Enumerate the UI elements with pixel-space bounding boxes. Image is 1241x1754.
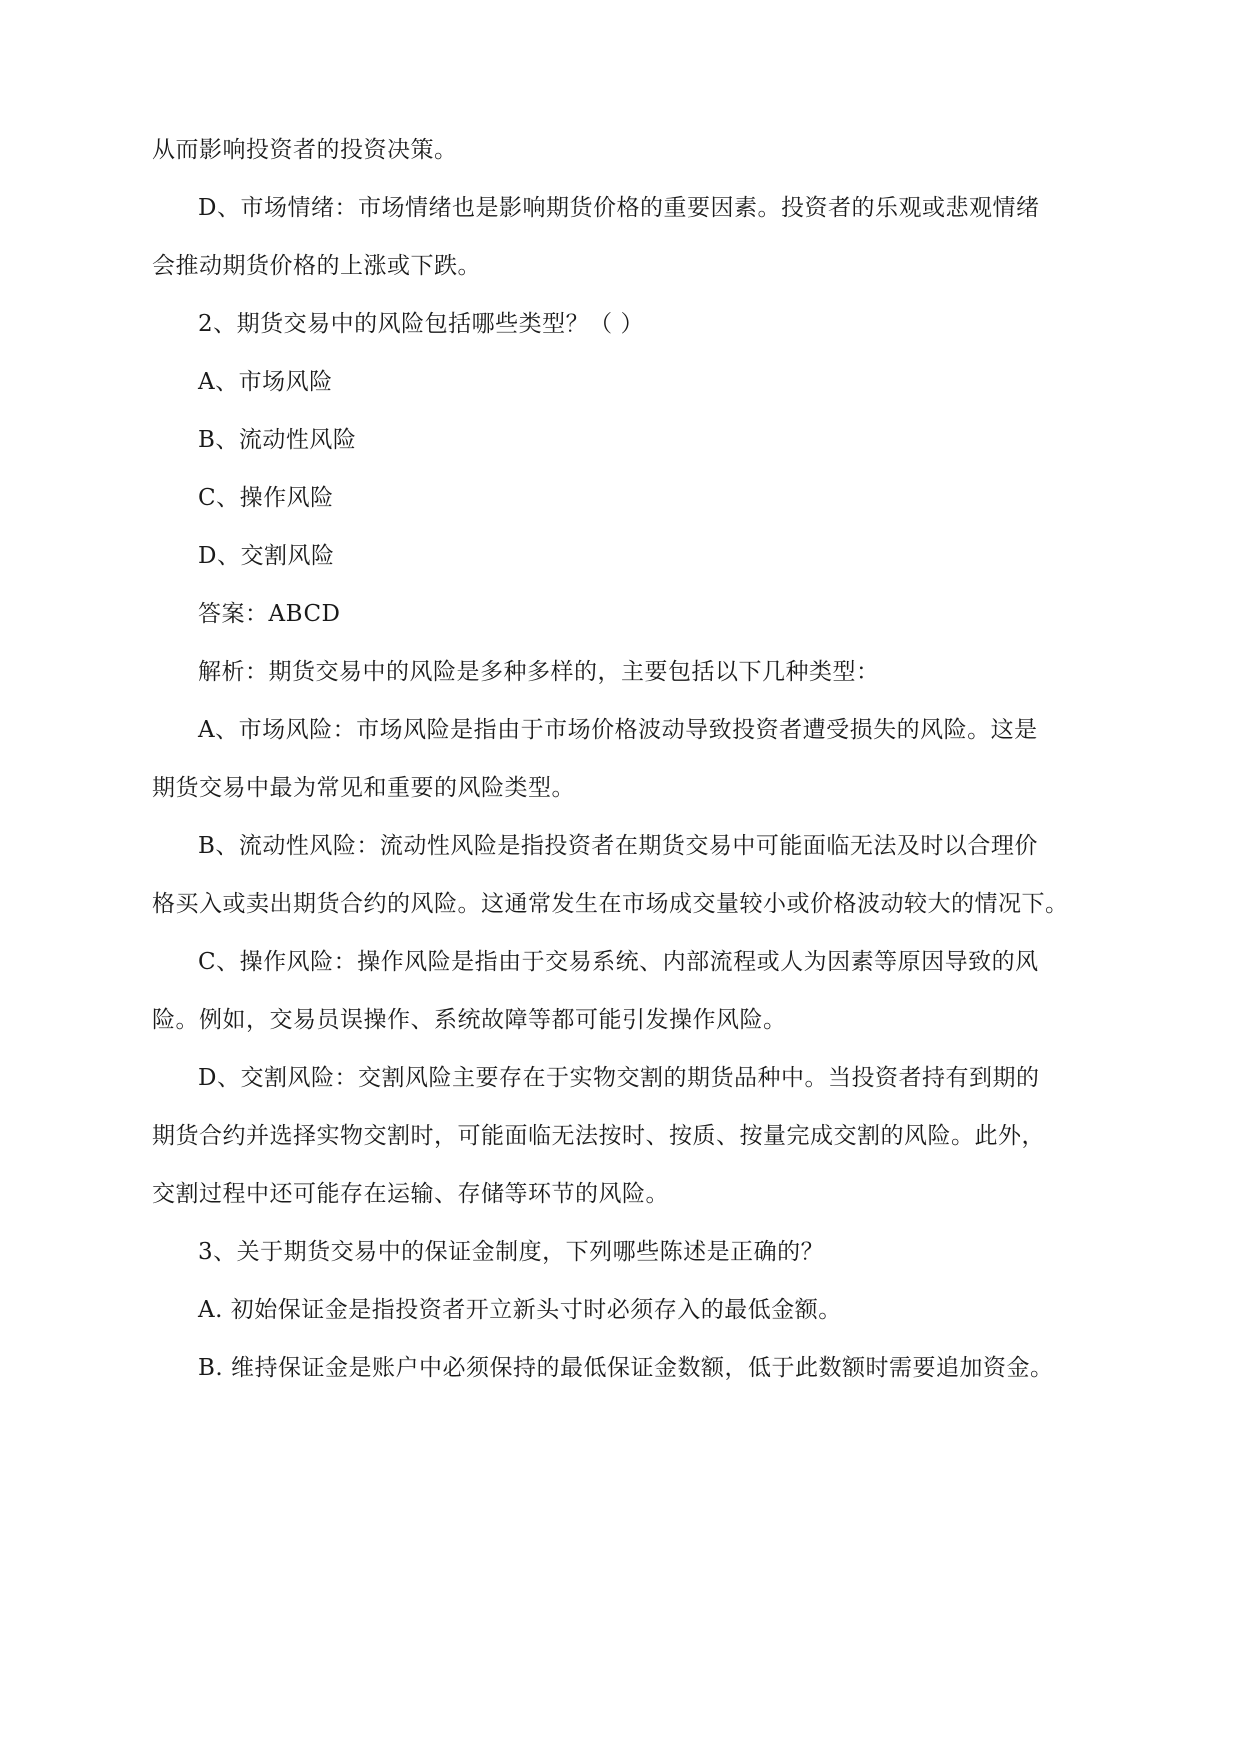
text-line: D、市场情绪：市场情绪也是影响期货价格的重要因素。投资者的乐观或悲观情绪	[198, 195, 1040, 221]
option-a: A. 初始保证金是指投资者开立新头寸时必须存入的最低金额。	[198, 1297, 842, 1323]
text-line: 会推动期货价格的上涨或下跌。	[152, 253, 481, 279]
text-line: A、市场风险：市场风险是指由于市场价格波动导致投资者遭受损失的风险。这是	[198, 717, 1038, 743]
option-b: B、流动性风险	[198, 427, 357, 453]
answer: 答案：ABCD	[198, 601, 341, 627]
question-2-title: 2、期货交易中的风险包括哪些类型？（ ）	[198, 311, 644, 337]
text-line: D、交割风险：交割风险主要存在于实物交割的期货品种中。当投资者持有到期的	[198, 1065, 1040, 1091]
option-b: B. 维持保证金是账户中必须保持的最低保证金数额，低于此数额时需要追加资金。	[198, 1355, 1054, 1381]
text-line: 从而影响投资者的投资决策。	[152, 137, 458, 163]
analysis-heading: 解析：期货交易中的风险是多种多样的，主要包括以下几种类型：	[198, 659, 880, 685]
text-line: C、操作风险：操作风险是指由于交易系统、内部流程或人为因素等原因导致的风	[198, 949, 1039, 975]
text-line: 险。例如，交易员误操作、系统故障等都可能引发操作风险。	[152, 1007, 787, 1033]
question-3-title: 3、关于期货交易中的保证金制度，下列哪些陈述是正确的？	[198, 1239, 825, 1265]
option-a: A、市场风险	[198, 369, 333, 395]
text-line: 期货合约并选择实物交割时，可能面临无法按时、按质、按量完成交割的风险。此外，	[152, 1123, 1045, 1149]
text-line: 格买入或卖出期货合约的风险。这通常发生在市场成交量较小或价格波动较大的情况下。	[152, 891, 1069, 917]
option-c: C、操作风险	[198, 485, 334, 511]
option-d: D、交割风险	[198, 543, 335, 569]
text-line: 期货交易中最为常见和重要的风险类型。	[152, 775, 575, 801]
text-line: B、流动性风险：流动性风险是指投资者在期货交易中可能面临无法及时以合理价	[198, 833, 1038, 859]
text-line: 交割过程中还可能存在运输、存储等环节的风险。	[152, 1181, 669, 1207]
